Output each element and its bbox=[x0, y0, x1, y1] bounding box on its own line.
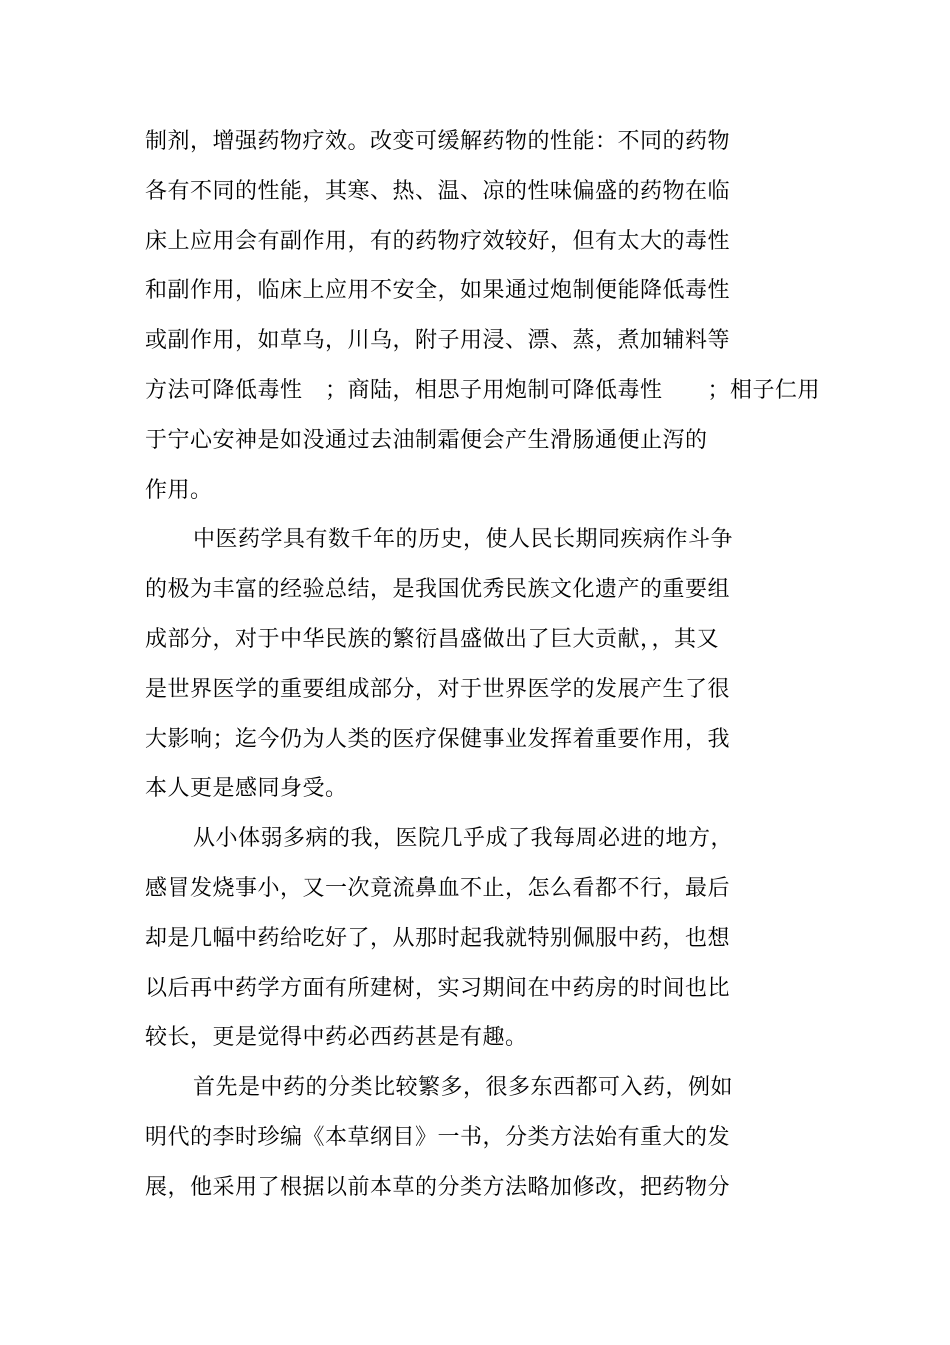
text-line: 感冒发烧事小，又一次竟流鼻血不止，怎么看都不行，最后 bbox=[145, 876, 731, 901]
text-line: 本人更是感同身受。 bbox=[145, 776, 348, 801]
text-line: 各有不同的性能，其寒、热、温、凉的性味偏盛的药物在临 bbox=[145, 179, 731, 204]
text-line: 是世界医学的重要组成部分，对于世界医学的发展产生了很 bbox=[145, 677, 731, 702]
text-line: 方法可降低毒性 ；商陆，相思子用炮制可降低毒性 ；相子仁用 bbox=[145, 378, 820, 403]
text-line: 大影响；迄今仍为人类的医疗保健事业发挥着重要作用，我 bbox=[145, 727, 731, 752]
text-line: 展，他采用了根据以前本草的分类方法略加修改，把药物分 bbox=[145, 1175, 731, 1200]
text-line: 制剂，增强药物疗效。改变可缓解药物的性能：不同的药物 bbox=[145, 129, 731, 154]
text-line: 明代的李时珍编《本草纲目》一书，分类方法始有重大的发 bbox=[145, 1125, 731, 1150]
text-line: 床上应用会有副作用，有的药物疗效较好，但有太大的毒性 bbox=[145, 229, 731, 254]
text-line: 较长，更是觉得中药必西药甚是有趣。 bbox=[145, 1025, 528, 1050]
text-line: 于宁心安神是如没通过去油制霜便会产生滑肠通便止泻的 bbox=[145, 428, 708, 453]
text-line: 的极为丰富的经验总结，是我国优秀民族文化遗产的重要组 bbox=[145, 577, 731, 602]
text-line: 和副作用，临床上应用不安全，如果通过炮制便能降低毒性 bbox=[145, 278, 731, 303]
text-line: 作用。 bbox=[145, 478, 213, 503]
text-line: 成部分，对于中华民族的繁衍昌盛做出了巨大贡献，，其又 bbox=[145, 627, 720, 652]
paragraph-first-line: 从小体弱多病的我，医院几乎成了我每周必进的地方， bbox=[193, 826, 734, 851]
text-line: 或副作用，如草乌，川乌，附子用浸、漂、蒸，煮加辅料等 bbox=[145, 328, 731, 353]
text-line: 却是几幅中药给吃好了，从那时起我就特别佩服中药，也想 bbox=[145, 926, 731, 951]
paragraph-first-line: 中医药学具有数千年的历史，使人民长期同疾病作斗争 bbox=[193, 527, 734, 552]
paragraph-first-line: 首先是中药的分类比较繁多，很多东西都可入药，例如 bbox=[193, 1075, 734, 1100]
text-line: 以后再中药学方面有所建树，实习期间在中药房的时间也比 bbox=[145, 976, 731, 1001]
